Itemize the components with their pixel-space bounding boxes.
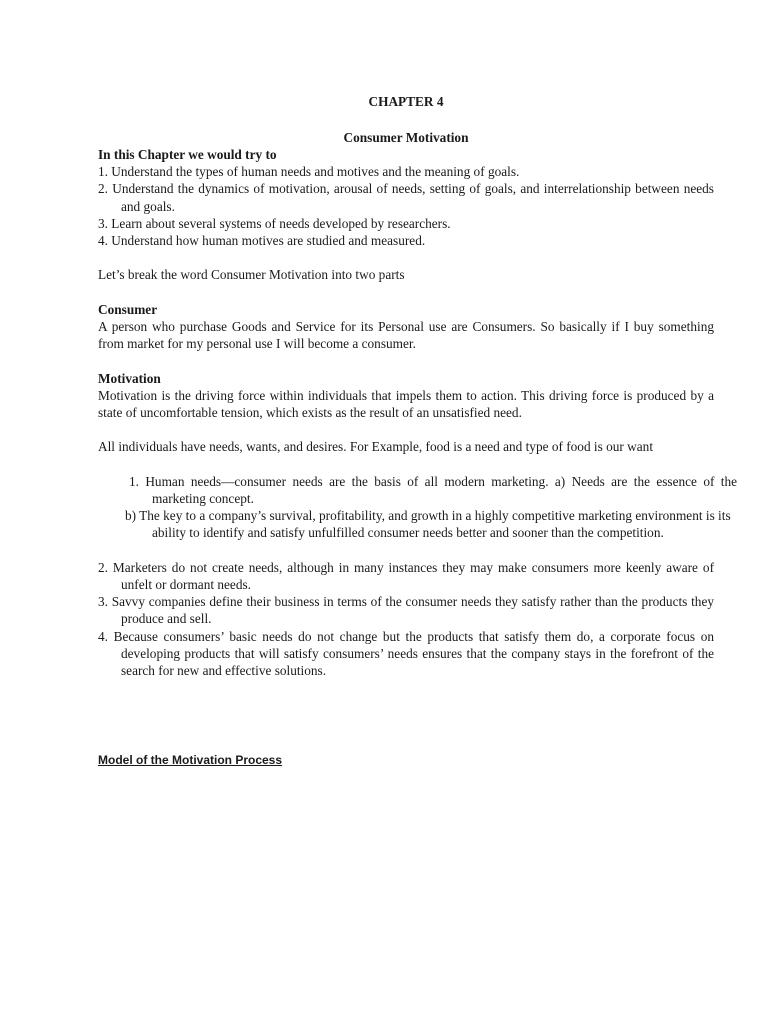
motivation-heading: Motivation	[98, 370, 161, 386]
intro-item-3: 3. Learn about several systems of needs developed by researchers.	[98, 215, 451, 231]
intro-lead: In this Chapter we would try to	[98, 147, 277, 162]
intro-item-1: 1. Understand the types of human needs and motives and the meaning of goals.	[98, 164, 520, 180]
motivation-text: Motivation is the driving force within individuals that impels them to action. This driving force is produced by a state of uncomfortable tension, which exists as the result of an unsatisfied need.	[98, 387, 714, 420]
point-1b: b) The key to a company’s survival, profitability, and growth in a highly competitive marketing environment is its ability to identify and satisfy unfulfilled consumer needs better and sooner than the competition.	[125, 508, 731, 541]
chapter-body	[98, 146, 737, 679]
consumer-text: A person who purchase Goods and Service for its Personal use are Consumers. So basically if I buy something from market for my personal use I will become a consumer.	[98, 319, 714, 352]
point-1: 1. Human needs—consumer needs are the basis of all modern marketing. a) Needs are the essence of the marketing concept.	[129, 473, 737, 506]
model-section-title: Model of the Motivation Process	[98, 753, 283, 767]
chapter-title: Consumer Motivation	[343, 130, 469, 145]
intro-item-2: 2. Understand the dynamics of motivation, arousal of needs, setting of goals, and interrelationship between needs and goals.	[98, 181, 714, 214]
intro-item-4: 4. Understand how human motives are studied and measured.	[98, 233, 426, 249]
break-line: Let’s break the word Consumer Motivation into two parts	[98, 267, 405, 283]
point-3: 3. Savvy companies define their business in terms of the consumer needs they satisfy rather than the products they produce and sell.	[98, 594, 714, 627]
point-4: 4. Because consumers’ basic needs do not change but the products that satisfy them do, a corporate focus on developing products that will satisfy consumers’ needs ensures that the company stays in the forefront of the search for new and effective solutions.	[98, 628, 714, 678]
needs-paragraph: All individuals have needs, wants, and desires. For Example, food is a need and type of food is our want	[98, 439, 654, 455]
consumer-heading: Consumer	[98, 301, 158, 317]
point-2: 2. Marketers do not create needs, although in many instances they may make consumers more keenly aware of unfelt or dormant needs.	[98, 559, 714, 592]
chapter-heading: CHAPTER 4	[368, 94, 444, 109]
